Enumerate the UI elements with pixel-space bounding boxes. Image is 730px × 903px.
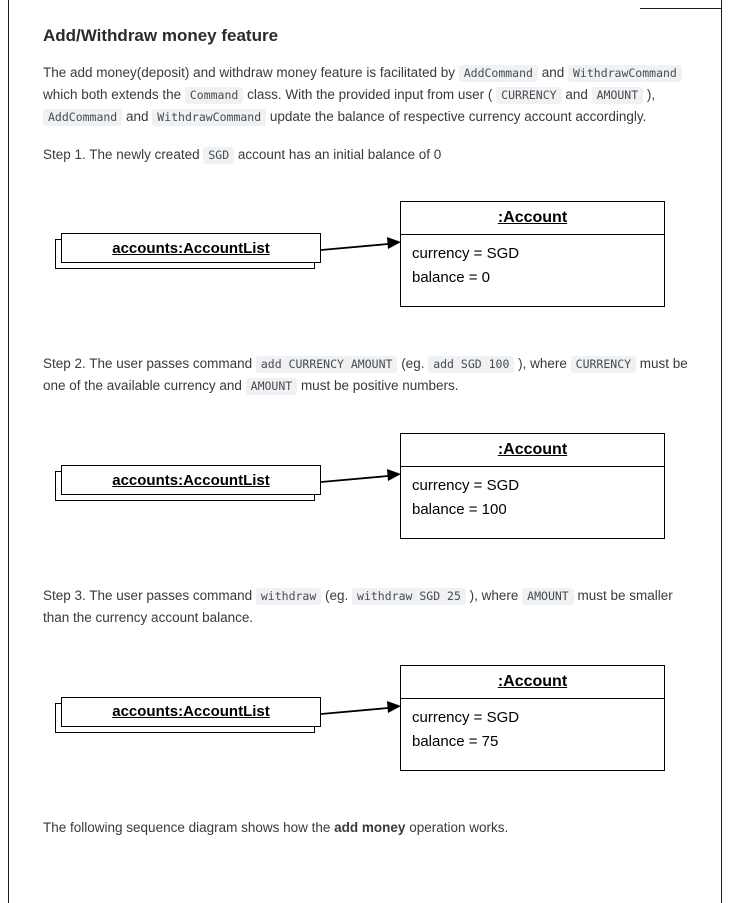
account-object-box (400, 665, 665, 771)
accountlist-object-box (61, 697, 321, 727)
inline-code: CURRENCY (496, 87, 561, 104)
accountlist-object-box (61, 465, 321, 495)
object-diagram-step-1 (43, 201, 689, 315)
balance-field: balance = 75 (412, 732, 499, 750)
inline-code: add SGD 100 (428, 356, 514, 373)
account-object-title: :Account (401, 434, 664, 467)
bold-text: add money (334, 819, 406, 835)
inline-code: WithdrawCommand (568, 65, 682, 82)
accountlist-multiobject (61, 233, 321, 263)
intro-paragraph: The add money(deposit) and withdraw money feature is facilitated by AddCommand and WithdrawCommand which both extends the Command class. With the provided input from user ( CURRENCY and AMOUNT ), AddCommand and WithdrawCommand update the balance of respective currency account accordingly. (43, 62, 689, 128)
accountlist-label: accounts:AccountList (112, 471, 270, 489)
page-title: Add/Withdraw money feature (43, 26, 279, 45)
association-arrow (321, 235, 401, 257)
accountlist-label: accounts:AccountList (112, 703, 270, 721)
accountlist-multiobject (61, 465, 321, 495)
association-arrow (321, 699, 401, 721)
currency-field: currency = SGD (412, 477, 520, 495)
association-arrow (321, 467, 401, 489)
balance-field: balance = 100 (412, 501, 507, 519)
inline-code: Command (185, 87, 243, 104)
account-object-fields (401, 699, 664, 754)
account-object-fields (401, 467, 664, 522)
document-page (9, 0, 721, 903)
inline-code: withdraw (256, 588, 321, 605)
closing-paragraph: The following sequence diagram shows how the add money operation works. (43, 819, 509, 835)
object-diagram-step-2 (43, 433, 689, 547)
currency-field: currency = SGD (412, 708, 520, 726)
account-object-title: :Account (401, 202, 664, 235)
balance-field: balance = 0 (412, 269, 490, 287)
inline-code: SGD (203, 147, 234, 164)
inline-code: AddCommand (43, 109, 122, 126)
inline-code: add CURRENCY AMOUNT (256, 356, 398, 373)
account-object-fields (401, 235, 664, 290)
currency-field: currency = SGD (412, 245, 520, 263)
inline-code: AddCommand (459, 65, 538, 82)
inline-code: CURRENCY (571, 356, 636, 373)
inline-code: AMOUNT (592, 87, 644, 104)
accountlist-multiobject (61, 697, 321, 727)
account-object-title: :Account (401, 666, 664, 699)
step-3-text: Step 3. The user passes command withdraw (eg. withdraw SGD 25 ), where AMOUNT must be smaller than the currency account balance. (43, 588, 673, 626)
inline-code: WithdrawCommand (152, 109, 266, 126)
step-2-text: Step 2. The user passes command add CURRENCY AMOUNT (eg. add SGD 100 ), where CURRENCY must be one of the available currency and AMOUNT must be positive numbers. (43, 356, 688, 394)
object-diagram-step-3 (43, 665, 689, 779)
accountlist-label: accounts:AccountList (112, 239, 270, 257)
inline-code: withdraw SGD 25 (352, 588, 466, 605)
accountlist-object-box (61, 233, 321, 263)
account-object-box (400, 201, 665, 307)
inline-code: AMOUNT (246, 378, 298, 395)
step-1-text: Step 1. The newly created SGD account has an initial balance of 0 (43, 146, 442, 162)
inline-code: AMOUNT (522, 588, 574, 605)
account-object-box (400, 433, 665, 539)
page-border-right (721, 0, 722, 903)
